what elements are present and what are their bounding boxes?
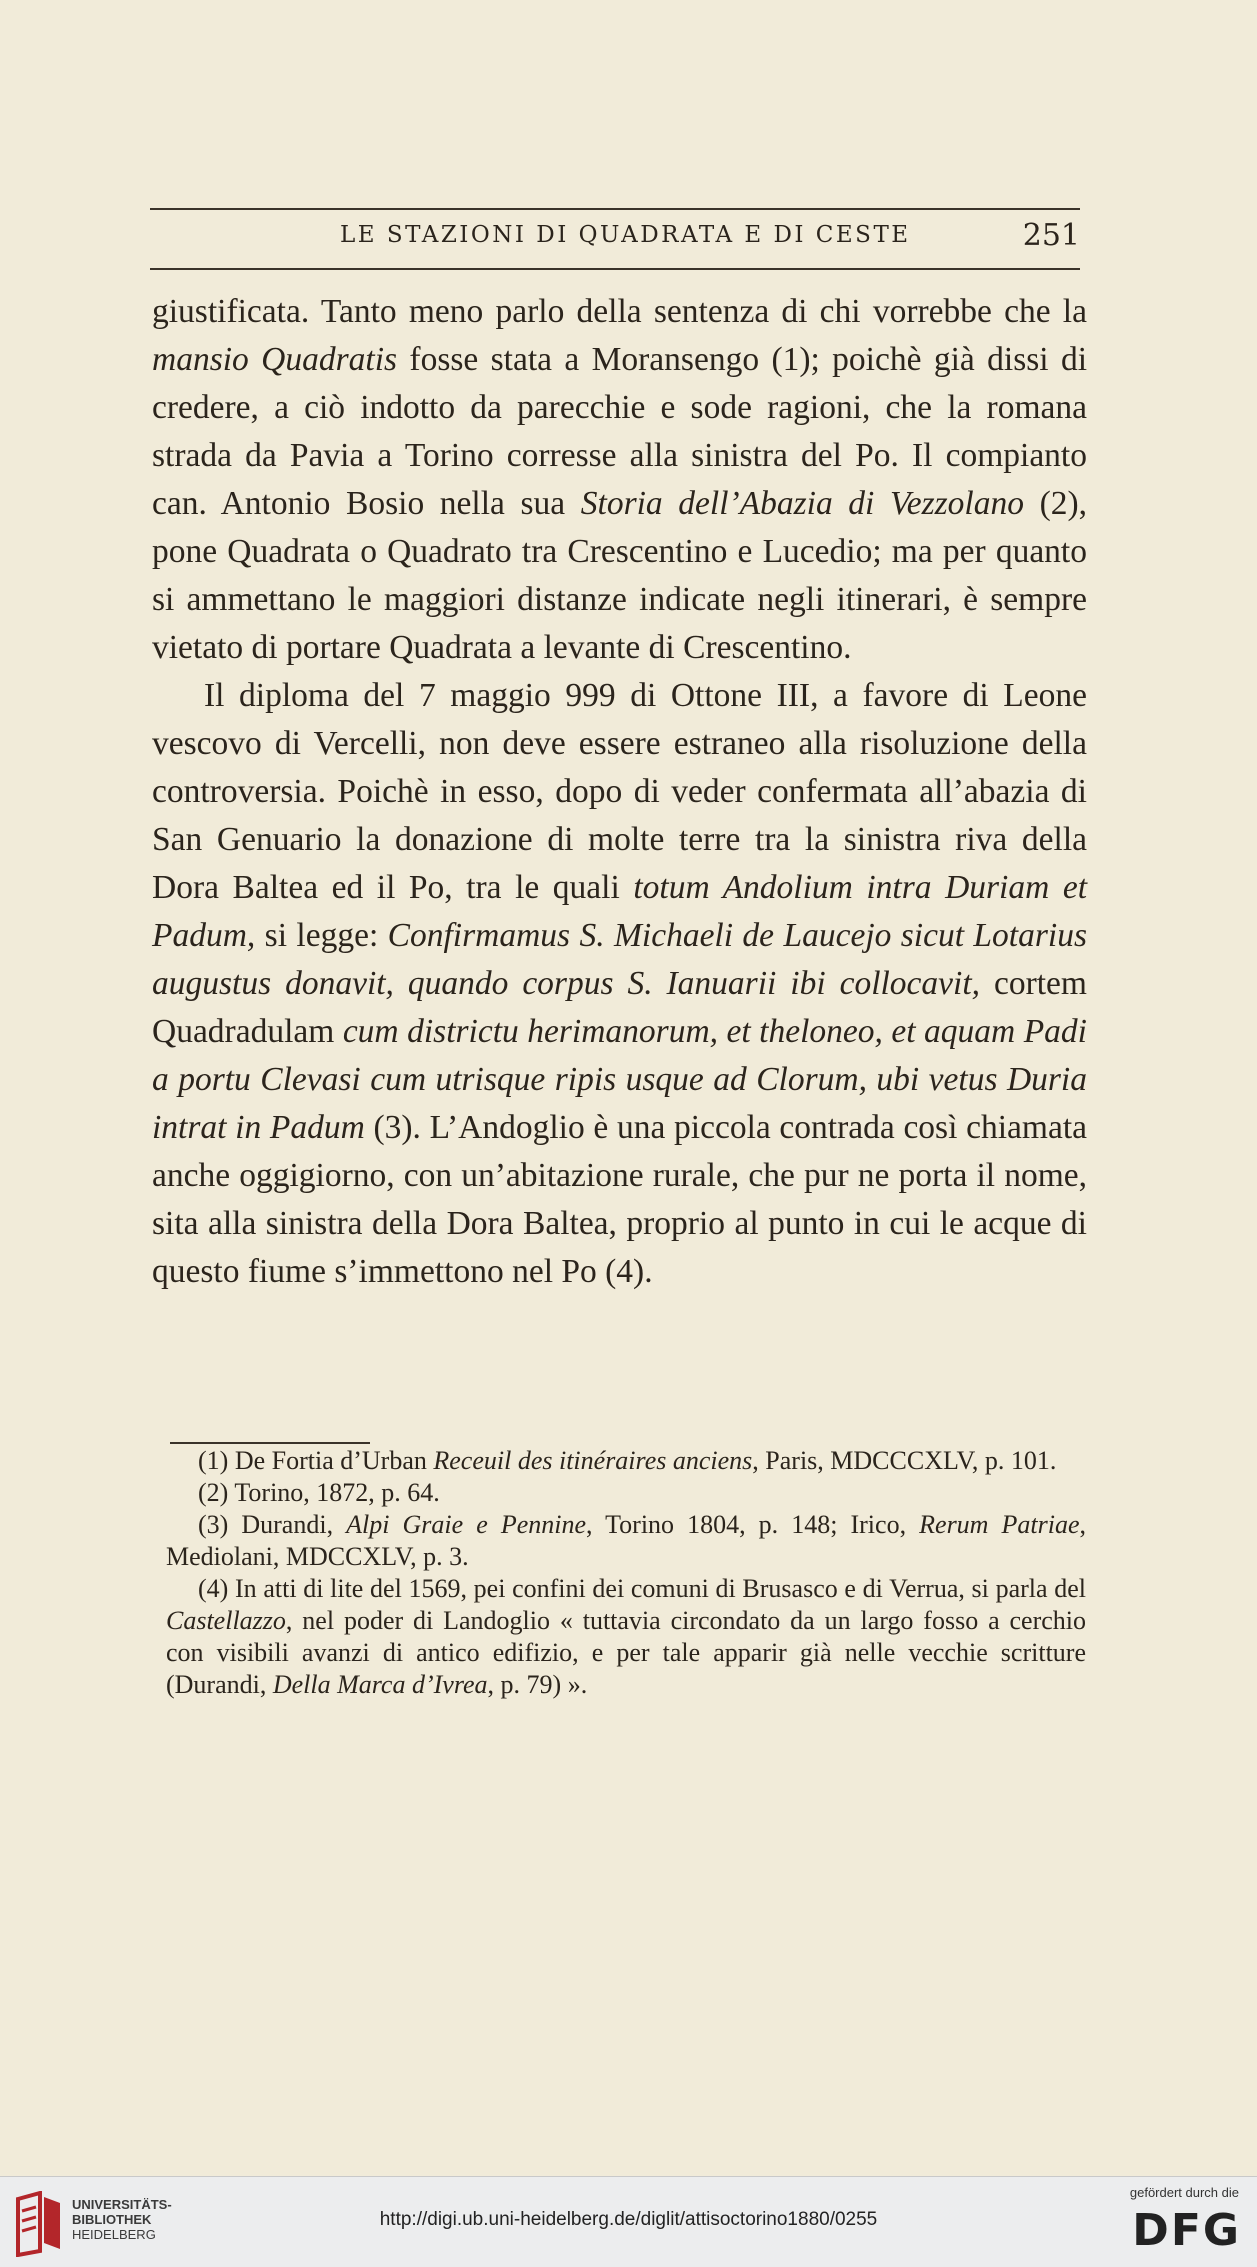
library-name-line-2: BIBLIOTHEK (72, 2212, 152, 2227)
italic-run: Receuil des itinéraires anciens (433, 1446, 753, 1475)
main-text (152, 288, 1087, 1296)
text-run: (1) De Fortia d’Urban (198, 1446, 434, 1475)
text-run: , nel poder di Landoglio « tuttavia circondato da un largo fosso a cerchio con visibili avanzi di antico edifizio, e per tale apparir già nelle vecchie scritture (Durandi, (166, 1606, 1086, 1699)
library-name-line-3: HEIDELBERG (72, 2227, 156, 2242)
footnote-2 (166, 1477, 1086, 1509)
dfg-logo: DFG (1132, 2205, 1241, 2256)
header-rule-bottom (150, 268, 1080, 270)
paragraph-1 (152, 288, 1087, 672)
library-name-line-1: UNIVERSITÄTS- (72, 2197, 172, 2212)
italic-run: Alpi Graie e Pennine (346, 1510, 587, 1539)
italic-run: Rerum Patriae (919, 1510, 1080, 1539)
text-run: cortem Quadradulam (152, 965, 1087, 1050)
permalink-url[interactable]: http://digi.ub.uni-heidelberg.de/diglit/attisoctorino1880/0255 (379, 2209, 878, 2230)
paragraph-2 (152, 672, 1087, 1296)
text-run: giustificata. Tanto meno parlo della sentenza di chi vorrebbe che la (152, 293, 1087, 330)
text-run: , p. 79) ». (487, 1670, 588, 1699)
footnote-3 (166, 1509, 1086, 1573)
footnote-4 (166, 1573, 1086, 1701)
text-run: (3) Durandi, (198, 1510, 347, 1539)
running-header (150, 218, 1080, 258)
footnote-rule (170, 1442, 370, 1444)
text-run: , Mediolani, MDCCXLV, p. 3. (166, 1510, 1086, 1571)
funding-label: gefördert durch die (1129, 2185, 1239, 2200)
header-rule-top (150, 208, 1080, 210)
italic-run: Storia dell’Abazia di Vezzolano (580, 485, 1024, 522)
italic-run: Confirmamus S. Michaeli de Laucejo sicut Lotarius augustus donavit, quando corpus S. Ianuarii ibi collocavit, (152, 917, 1087, 1002)
footnotes (166, 1445, 1086, 1701)
text-run: (4) In atti di lite del 1569, pei confini dei comuni di Brusasco e di Verrua, si parla del (198, 1574, 1086, 1603)
text-run: (2) Torino, 1872, p. 64. (198, 1478, 440, 1507)
viewer-footer (0, 2176, 1257, 2267)
italic-run: Castellazzo (166, 1606, 286, 1635)
running-title: LE STAZIONI DI QUADRATA E DI CESTE (340, 222, 911, 248)
italic-run: cum districtu herimanorum, et theloneo, et aquam Padi a portu Clevasi cum utrisque ripis usque ad Clorum, ubi vetus Duria intrat in Padum (152, 1013, 1087, 1146)
text-run: Il diploma del 7 maggio 999 di Ottone III, a favore di Leone vescovo di Vercelli, non deve essere estraneo alla risoluzione della controversia. Poichè in esso, dopo di veder confermata all’abazia di San Genuario la donazione di molte terre tra la sinistra riva della Dora Baltea ed il Po, tra le quali (152, 677, 1087, 906)
page-number: 251 (1022, 218, 1080, 253)
text-run: (3). L’Andoglio è una piccola contrada così chiamata anche oggigiorno, con un’abitazione rurale, che pur ne porta il nome, sita alla sinistra della Dora Baltea, proprio al punto in cui le acque di questo fiume s’immettono nel Po (4). (152, 1109, 1087, 1290)
italic-run: Della Marca d’Ivrea (272, 1670, 488, 1699)
text-run: , Paris, MDCCCXLV, p. 101. (752, 1446, 1057, 1475)
footnote-1 (166, 1445, 1086, 1477)
text-run: (2), pone Quadrata o Quadrato tra Crescentino e Lucedio; ma per quanto si ammettano le maggiori distanze indicate negli itinerari, è sempre vietato di portare Quadrata a levante di Crescentino. (152, 485, 1088, 666)
text-run: fosse stata a Moransengo (1); poichè già dissi di credere, a ciò indotto da parecchie e sode ragioni, che la romana strada da Pavia a Torino corresse alla sinistra del Po. Il compianto can. Antonio Bosio nella sua (152, 341, 1087, 522)
italic-run: mansio Quadratis (152, 341, 398, 378)
text-run: , Torino 1804, p. 148; Irico, (586, 1510, 920, 1539)
italic-run: totum Andolium intra Duriam et Padum, (152, 869, 1088, 954)
text-run: si legge: (255, 917, 388, 954)
